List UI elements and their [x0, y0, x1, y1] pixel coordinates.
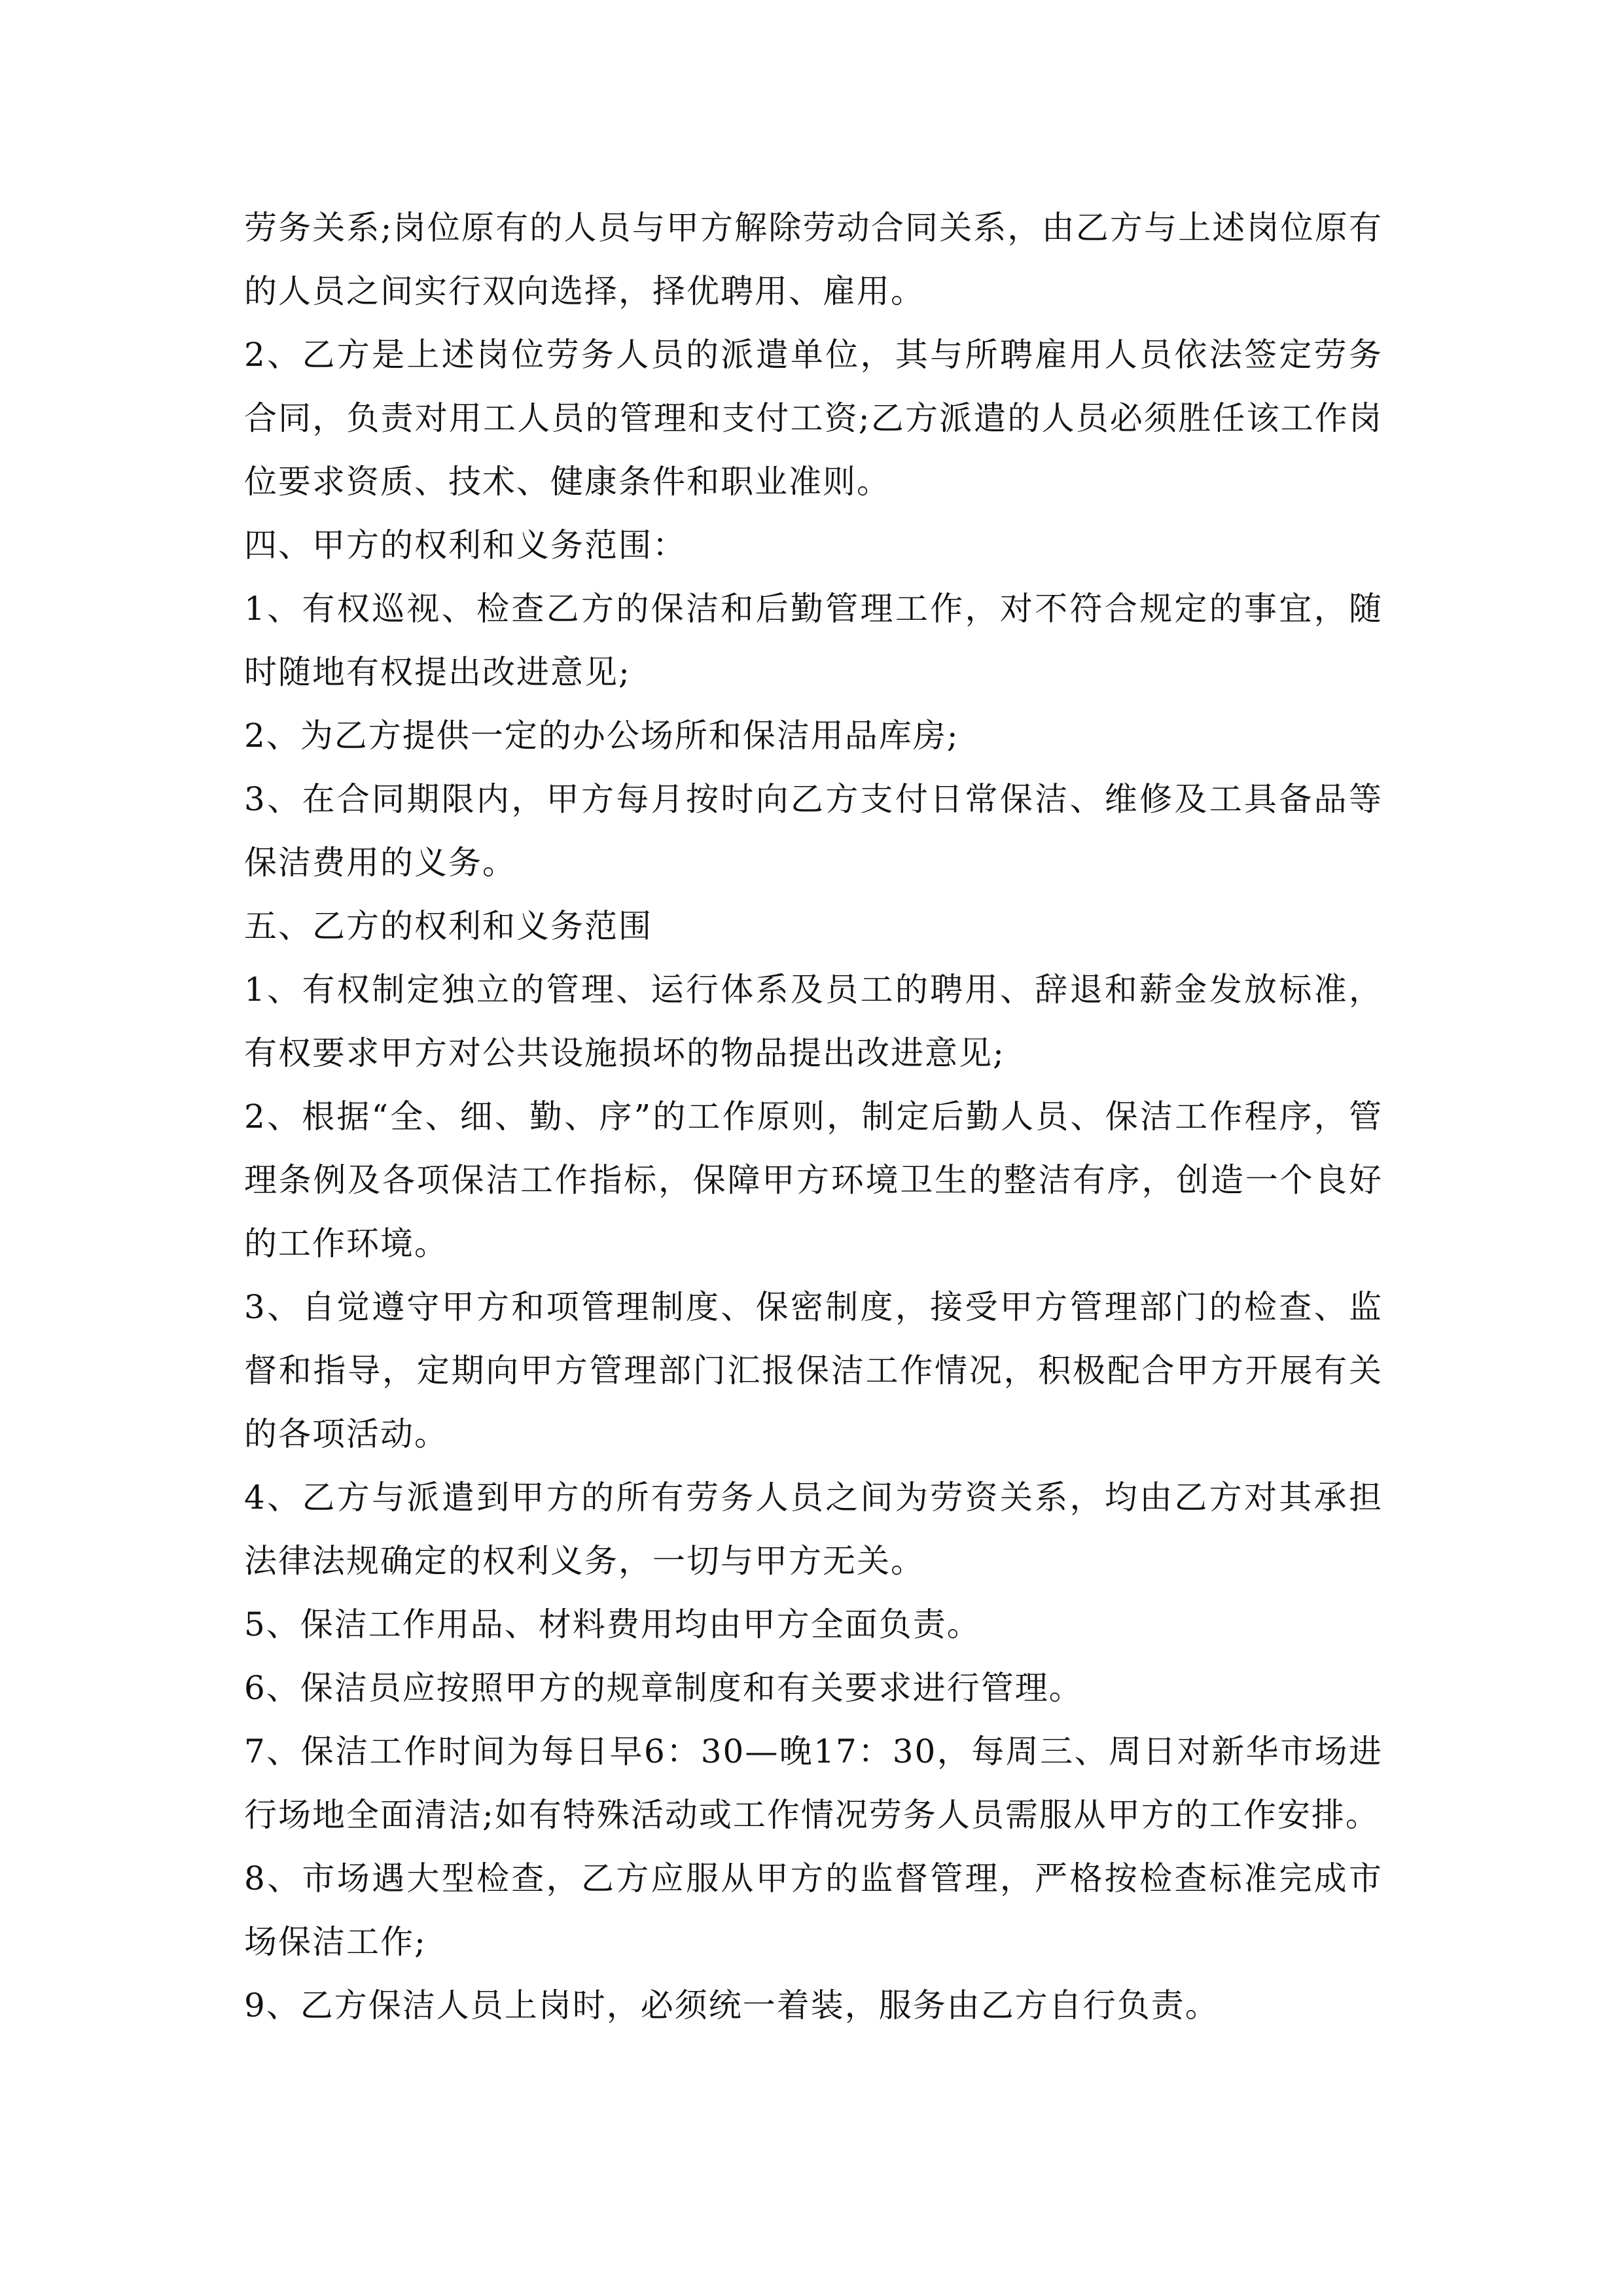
paragraph-12: 5、保洁工作用品、材料费用均由甲方全面负责。	[244, 1605, 981, 1643]
paragraph-6: 3、在合同期限内，甲方每月按时向乙方支付日常保洁、维修及工具备品等保洁费用的义务。	[244, 780, 1383, 882]
paragraph-11: 4、乙方与派遣到甲方的所有劳务人员之间为劳资关系，均由乙方对其承担法律法规确定的权利义务，一切与甲方无关。	[244, 1479, 1383, 1580]
paragraph-16: 9、乙方保洁人员上岗时，必须统一着装，服务由乙方自行负责。	[244, 1986, 1219, 2024]
section-heading-5: 五、乙方的权利和义务范围	[244, 907, 652, 945]
paragraph-2: 2、乙方是上述岗位劳务人员的派遣单位，其与所聘雇用人员依法签定劳务合同，负责对用工人员的管理和支付工资;乙方派遣的人员必须胜任该工作岗位要求资质、技术、健康条件和职业准则。	[244, 336, 1383, 501]
paragraph-5: 2、为乙方提供一定的办公场所和保洁用品库房;	[244, 717, 959, 755]
document-body	[244, 196, 1383, 2037]
paragraph-8: 1、有权制定独立的管理、运行体系及员工的聘用、辞退和薪金发放标准，有权要求甲方对公共设施损坏的物品提出改进意见;	[244, 971, 1383, 1072]
paragraph-9: 2、根据“全、细、勤、序”的工作原则，制定后勤人员、保洁工作程序，管理条例及各项保洁工作指标，保障甲方环境卫生的整洁有序，创造一个良好的工作环境。	[244, 1098, 1383, 1263]
paragraph-15: 8、市场遇大型检查，乙方应服从甲方的监督管理，严格按检查标准完成市场保洁工作;	[244, 1859, 1383, 1961]
paragraph-10: 3、自觉遵守甲方和项管理制度、保密制度，接受甲方管理部门的检查、监督和指导，定期向甲方管理部门汇报保洁工作情况，积极配合甲方开展有关的各项活动。	[244, 1288, 1383, 1453]
paragraph-4: 1、有权巡视、检查乙方的保洁和后勤管理工作，对不符合规定的事宜，随时随地有权提出改进意见;	[244, 590, 1383, 691]
paragraph-1: 劳务关系;岗位原有的人员与甲方解除劳动合同关系，由乙方与上述岗位原有的人员之间实行双向选择，择优聘用、雇用。	[244, 209, 1383, 310]
paragraph-14: 7、保洁工作时间为每日早6：30—晚17：30，每周三、周日对新华市场进行场地全面清洁;如有特殊活动或工作情况劳务人员需服从甲方的工作安排。	[244, 1732, 1383, 1834]
paragraph-13: 6、保洁员应按照甲方的规章制度和有关要求进行管理。	[244, 1669, 1083, 1707]
section-heading-4: 四、甲方的权利和义务范围：	[244, 526, 687, 564]
